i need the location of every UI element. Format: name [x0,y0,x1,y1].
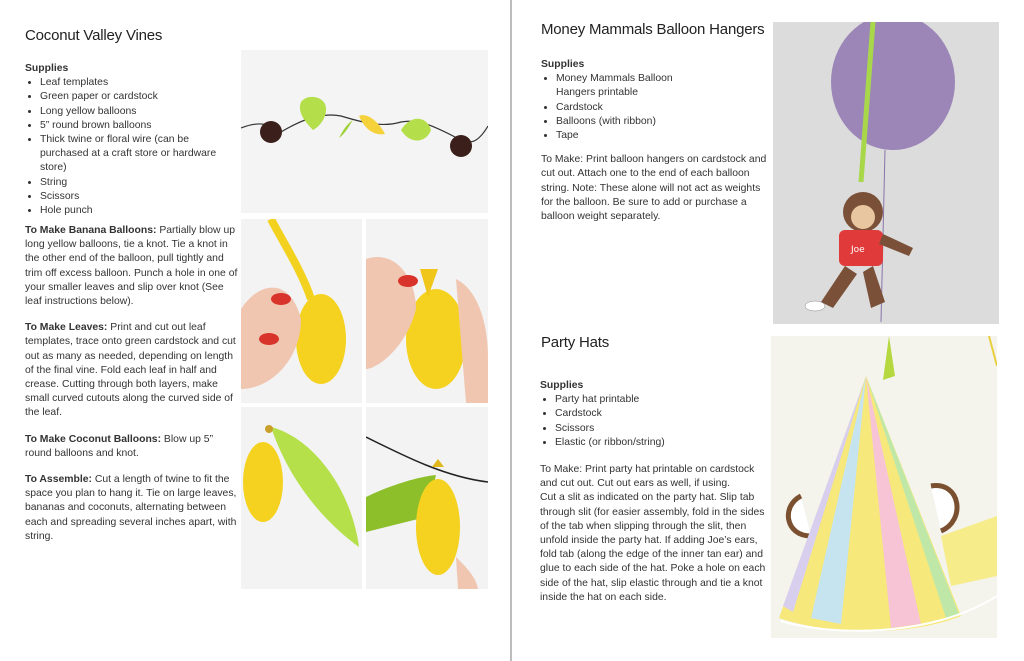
party-hats-title: Party Hats [541,334,610,351]
list-item: • 5” round brown balloons [40,119,235,133]
instruction-step [25,224,240,309]
supplies-section [25,62,235,218]
step-label: To Assemble: [25,474,92,486]
supplies-list [540,393,772,450]
step-photo-3 [241,407,362,589]
hats-section [540,379,772,605]
supplies-list [25,76,235,218]
step-photo-2 [366,219,488,403]
step-label: To Make Banana Balloons: [25,225,157,236]
balloon-hanger-photo [773,22,999,324]
instructions [25,224,240,556]
hangers-title: Money Mammals Balloon Hangers [541,21,765,38]
left-page [0,0,510,661]
list-item: • Thick twine or floral wire (can be purchased at a craft store or hardware store) [40,133,235,176]
list-item: • Long yellow balloons [40,105,235,119]
party-hat-photo [771,336,997,638]
supplies-heading: Supplies [541,59,585,70]
step-label: To Make Leaves: [25,322,108,334]
step-photo-1 [241,219,362,403]
hangers-section [541,58,769,224]
hats-instructions-lead: To Make: Print party hat printable on cardstock and cut out. Cut out ears as well, if using. [540,464,755,490]
step-text: Print and cut out leaf templates, trace onto green cardstock and cut out as many as needed, depending on length of the final vine. Fold each leaf in half and crease. Cutting through both layers, make small curved cutouts along the curved side of the leaf. [25,322,236,419]
list-item: • String [40,176,235,190]
step-label: To Make Coconut Balloons: [25,433,162,445]
right-page [512,0,1024,661]
supplies-list [541,72,696,143]
list-item: • Tape [556,129,696,143]
shirt-label: Joe [851,245,865,255]
hats-instructions: Cut a slit as indicated on the party hat. Slip tab through slit (for easier assembly, fold in the sides of the tab when slipping through the slit, then unfold inside the party hat. If adding Joe’s ears, fold tab (along the edge of the inner tan ear) and glue to each side of the hat. Poke a hole on each side of the hat, slip elastic through and tie a knot inside the hat on each side. [540,492,766,603]
supplies-heading: Supplies [25,63,69,74]
instruction-step [25,321,240,420]
vine-photo [241,50,488,213]
list-item: • Green paper or cardstock [40,90,235,104]
step-photo-4 [366,407,488,589]
list-item: • Cardstock [556,101,696,115]
list-item: • Party hat printable [555,393,772,407]
instruction-step [25,433,240,461]
page-title: Coconut Valley Vines [25,27,163,44]
list-item: • Elastic (or ribbon/string) [555,436,772,450]
list-item: • Leaf templates [40,76,235,90]
list-item: • Hole punch [40,204,235,218]
step-text: Partially blow up long yellow balloons, tie a knot. Tie a knot in the other end of the balloon, pull tightly and trim off excess balloon. Punch a hole in one of your smaller leaves and slip over knot (See leaf instructions below). [25,225,238,308]
supplies-heading: Supplies [540,380,584,391]
hangers-instructions: To Make: Print balloon hangers on cardstock and cut out. Attach one to the end of each balloon string. Note: These alone will not act as weights for the balloon. Be sure to add or purchase a balloon weight separately. [541,154,767,223]
list-item: • Scissors [40,190,235,204]
list-item: • Scissors [555,422,772,436]
step-text: Blow up 5” round balloons and knot. [25,433,214,459]
instruction-step [25,473,240,544]
list-item: • Balloons (with ribbon) [556,115,696,129]
list-item: • Cardstock [555,407,772,421]
step-text: Cut a length of twine to fit the space you plan to hang it. Tie on large leaves, bananas and coconuts, alternating between each and spreading several inches apart, with string. [25,474,237,542]
list-item: • Money Mammals Balloon Hangers printable [556,72,696,100]
